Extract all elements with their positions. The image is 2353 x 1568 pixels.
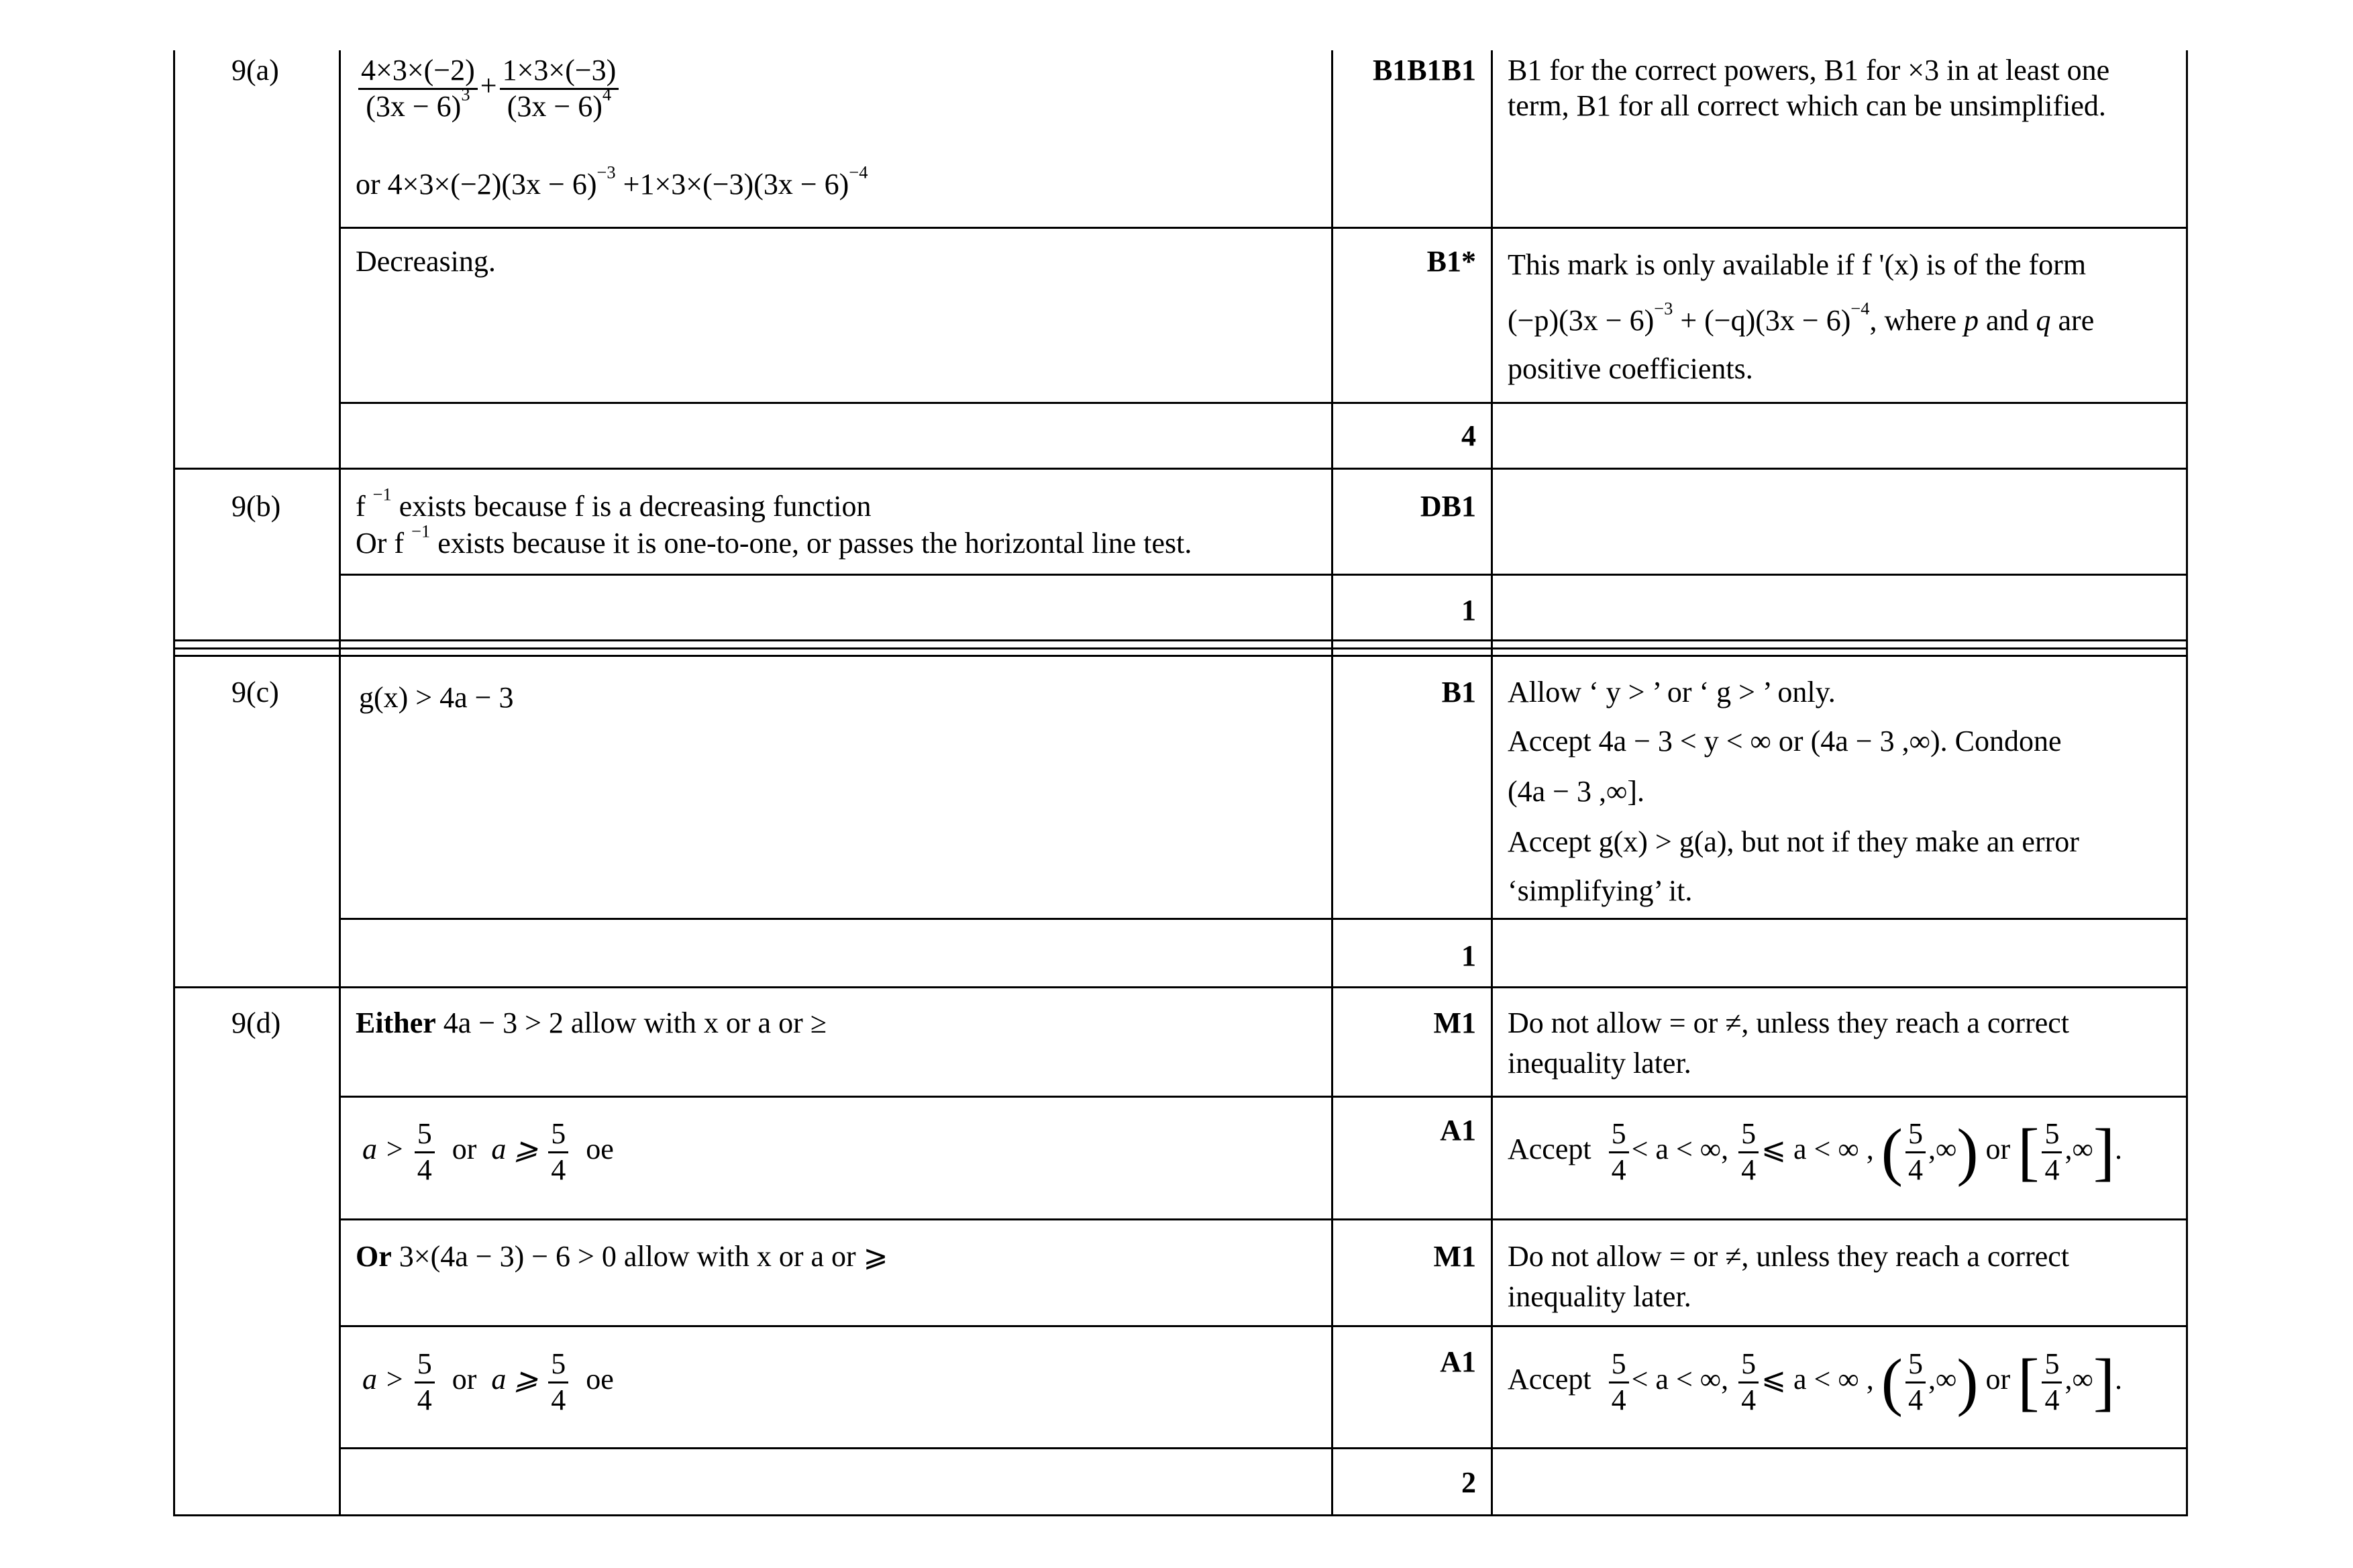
plus-sign: + xyxy=(480,69,497,103)
mark-label: DB1 xyxy=(1420,490,1476,523)
period: . xyxy=(2115,1363,2123,1396)
numerator: 5 xyxy=(1905,1117,1926,1153)
row-line xyxy=(339,574,2188,576)
numerator: 5 xyxy=(1905,1347,1926,1383)
total-marks: 1 xyxy=(1461,939,1476,972)
guidance-line xyxy=(1508,298,2095,340)
denominator: 4 xyxy=(417,1153,432,1186)
part-label: 9(d) xyxy=(231,1006,281,1039)
numerator: 5 xyxy=(1738,1347,1759,1383)
fraction xyxy=(415,1347,435,1417)
denominator: 4 xyxy=(1907,1383,1923,1416)
text: are xyxy=(2050,304,2095,337)
expr: (−p)(3x − 6) xyxy=(1508,304,1655,337)
denominator: 4 xyxy=(1741,1383,1757,1416)
guidance-line: Accept g(x) > g(a), but not if they make an error xyxy=(1508,825,2079,858)
mark-label: B1* xyxy=(1426,245,1476,278)
numerator: 5 xyxy=(2042,1347,2062,1383)
bracket: ) xyxy=(1956,1345,1979,1418)
row-line xyxy=(339,1218,2188,1220)
mark-label: B1 xyxy=(1441,676,1476,709)
denominator: 4 xyxy=(1611,1383,1626,1416)
period: . xyxy=(2115,1133,2123,1166)
bracket: [ xyxy=(2018,1345,2040,1418)
fraction xyxy=(2042,1347,2062,1417)
or-word: or xyxy=(356,168,380,201)
numerator: 5 xyxy=(548,1347,568,1383)
fraction xyxy=(1738,1117,1759,1187)
denominator xyxy=(500,83,619,124)
total-marks: 2 xyxy=(1461,1466,1476,1499)
guidance-line: ‘simplifying’ it. xyxy=(1508,874,1693,907)
col-line-right xyxy=(2186,50,2188,1516)
bracket: ] xyxy=(2093,1115,2115,1188)
exponent: −1 xyxy=(372,484,392,505)
row-line xyxy=(339,918,2188,920)
denominator xyxy=(358,83,478,124)
answer-text: Decreasing. xyxy=(356,245,496,278)
expr: a > xyxy=(362,1133,405,1166)
fraction xyxy=(1905,1347,1926,1417)
text: Or f xyxy=(356,527,412,560)
guidance-line: inequality later. xyxy=(1508,1047,1691,1080)
expr: < a < ∞, xyxy=(1631,1133,1729,1166)
answer-text: g(x) > 4a − 3 xyxy=(359,681,514,714)
row-line xyxy=(339,1447,2188,1449)
fraction xyxy=(2042,1117,2062,1187)
expr: +1×3×(−3)(3x − 6) xyxy=(615,168,849,201)
answer-line xyxy=(356,1237,888,1276)
oe-label: oe xyxy=(586,1363,614,1396)
text: , where xyxy=(1869,304,1964,337)
table-bottom xyxy=(173,1514,2188,1516)
bracket: ) xyxy=(1956,1115,1979,1188)
guidance-line: (4a − 3 ,∞]. xyxy=(1508,775,1645,808)
text: and xyxy=(1979,304,2036,337)
guidance-line: positive coefficients. xyxy=(1508,352,1753,385)
row-line xyxy=(339,1325,2188,1327)
fraction xyxy=(500,54,619,123)
denominator: 4 xyxy=(551,1153,566,1186)
bracket: ] xyxy=(2093,1345,2115,1418)
text: f xyxy=(356,490,373,523)
expr: a ⩾ xyxy=(491,1133,539,1166)
or-word: or xyxy=(1985,1363,2011,1396)
mark-label: A1 xyxy=(1440,1345,1476,1378)
numerator: 5 xyxy=(548,1117,568,1153)
row-line xyxy=(339,402,2188,404)
accept-label: Accept xyxy=(1508,1133,1591,1166)
numerator: 4×3×(−2) xyxy=(358,54,478,90)
accept-label: Accept xyxy=(1508,1363,1591,1396)
denominator: 4 xyxy=(551,1383,566,1416)
guidance-line: Do not allow = or ≠, unless they reach a correct xyxy=(1508,1006,2070,1039)
expr: 3×(4a − 3) − 6 > 0 allow with x or a or ⩾ xyxy=(391,1240,888,1273)
guidance-line: B1 for the correct powers, B1 for ×3 in at least one xyxy=(1508,54,2110,87)
bracket: [ xyxy=(2018,1115,2040,1188)
guidance-line xyxy=(1508,1117,2122,1187)
total-marks: 1 xyxy=(1461,594,1476,627)
numerator: 5 xyxy=(1609,1117,1629,1153)
fraction xyxy=(548,1347,568,1417)
bracket: ( xyxy=(1881,1115,1903,1188)
numerator: 5 xyxy=(1738,1117,1759,1153)
mark-label: M1 xyxy=(1433,1006,1476,1039)
fraction xyxy=(1609,1347,1629,1417)
numerator: 1×3×(−3) xyxy=(500,54,619,90)
denominator: 4 xyxy=(2044,1383,2060,1416)
expr: ⩽ a < ∞ , xyxy=(1761,1363,1874,1396)
fraction xyxy=(358,54,478,123)
mark-label: B1B1B1 xyxy=(1372,54,1476,87)
row-line xyxy=(339,1096,2188,1098)
denominator: 4 xyxy=(1741,1153,1757,1186)
expr: a > xyxy=(362,1363,405,1396)
answer-line xyxy=(362,1117,614,1187)
question-divider xyxy=(173,639,2188,641)
guidance-line: Accept 4a − 3 < y < ∞ or (4a − 3 ,∞). Condone xyxy=(1508,725,2062,757)
answer-line xyxy=(356,1003,827,1043)
or-word: or xyxy=(1985,1133,2011,1166)
expr: + (−q)(3x − 6) xyxy=(1673,304,1851,337)
expr: ⩽ a < ∞ , xyxy=(1761,1133,1874,1166)
exponent: −4 xyxy=(849,162,868,182)
guidance-line: inequality later. xyxy=(1508,1280,1691,1313)
question-divider xyxy=(173,655,2188,657)
expr: 4×3×(−2)(3x − 6) xyxy=(387,168,597,201)
fraction xyxy=(1609,1117,1629,1187)
exponent: −3 xyxy=(596,162,616,182)
expr: 4a − 3 > 2 allow with x or a or ≥ xyxy=(435,1006,827,1039)
var-q: q xyxy=(2036,304,2051,337)
guidance-line: term, B1 for all correct which can be unsimplified. xyxy=(1508,89,2106,122)
guidance-line: Allow ‘ y > ’ or ‘ g > ’ only. xyxy=(1508,676,1836,709)
exponent: −4 xyxy=(1850,298,1870,319)
expr: a ⩾ xyxy=(491,1363,539,1396)
exponent: 3 xyxy=(461,83,470,104)
mark-label: A1 xyxy=(1440,1114,1476,1147)
fraction xyxy=(1905,1117,1926,1187)
guidance-line xyxy=(1508,1347,2122,1417)
exponent: 4 xyxy=(602,83,612,104)
expr: < a < ∞, xyxy=(1631,1363,1729,1396)
exponent: −1 xyxy=(411,521,431,541)
col-line-guidance xyxy=(1491,50,1493,1516)
either-label: Either xyxy=(356,1006,436,1039)
answer-line xyxy=(362,1347,614,1417)
numerator: 5 xyxy=(1609,1347,1629,1383)
question-divider xyxy=(173,647,2188,649)
oe-label: oe xyxy=(586,1133,614,1166)
fraction xyxy=(548,1117,568,1187)
fraction xyxy=(415,1117,435,1187)
total-marks: 4 xyxy=(1461,419,1476,452)
numerator: 5 xyxy=(2042,1117,2062,1153)
denominator: 4 xyxy=(1611,1153,1626,1186)
den-base: (3x − 6) xyxy=(507,89,603,123)
numerator: 5 xyxy=(415,1117,435,1153)
question-divider xyxy=(173,986,2188,988)
bracket: ( xyxy=(1881,1345,1903,1418)
den-base: (3x − 6) xyxy=(366,89,462,123)
denominator: 4 xyxy=(417,1383,432,1416)
text: exists because f is a decreasing function xyxy=(391,490,872,523)
expr: ,∞ xyxy=(2064,1133,2093,1166)
fraction xyxy=(1738,1347,1759,1417)
col-line-answer xyxy=(339,50,341,1516)
text: exists because it is one-to-one, or passes the horizontal line test. xyxy=(430,527,1192,560)
guidance-line: This mark is only available if f '(x) is of the form xyxy=(1508,248,2087,281)
expr: ,∞ xyxy=(2064,1363,2093,1396)
col-line-left xyxy=(173,50,175,1516)
question-divider xyxy=(173,468,2188,470)
part-label: 9(b) xyxy=(231,490,281,523)
answer-expression xyxy=(356,54,621,123)
part-label: 9(a) xyxy=(231,54,279,87)
exponent: −3 xyxy=(1654,298,1673,319)
denominator: 4 xyxy=(2044,1153,2060,1186)
or-label: Or xyxy=(356,1240,392,1273)
or-word: or xyxy=(452,1133,477,1166)
guidance-line: Do not allow = or ≠, unless they reach a correct xyxy=(1508,1240,2070,1273)
row-line xyxy=(339,227,2188,229)
denominator: 4 xyxy=(1907,1153,1923,1186)
or-word: or xyxy=(452,1363,477,1396)
var-p: p xyxy=(1964,304,1979,337)
answer-line xyxy=(356,486,872,526)
answer-line xyxy=(356,523,1192,563)
expr: ,∞ xyxy=(1928,1363,1957,1396)
numerator: 5 xyxy=(415,1347,435,1383)
part-label: 9(c) xyxy=(231,676,279,709)
answer-alternative xyxy=(356,164,868,204)
expr: ,∞ xyxy=(1928,1133,1957,1166)
mark-label: M1 xyxy=(1433,1240,1476,1273)
